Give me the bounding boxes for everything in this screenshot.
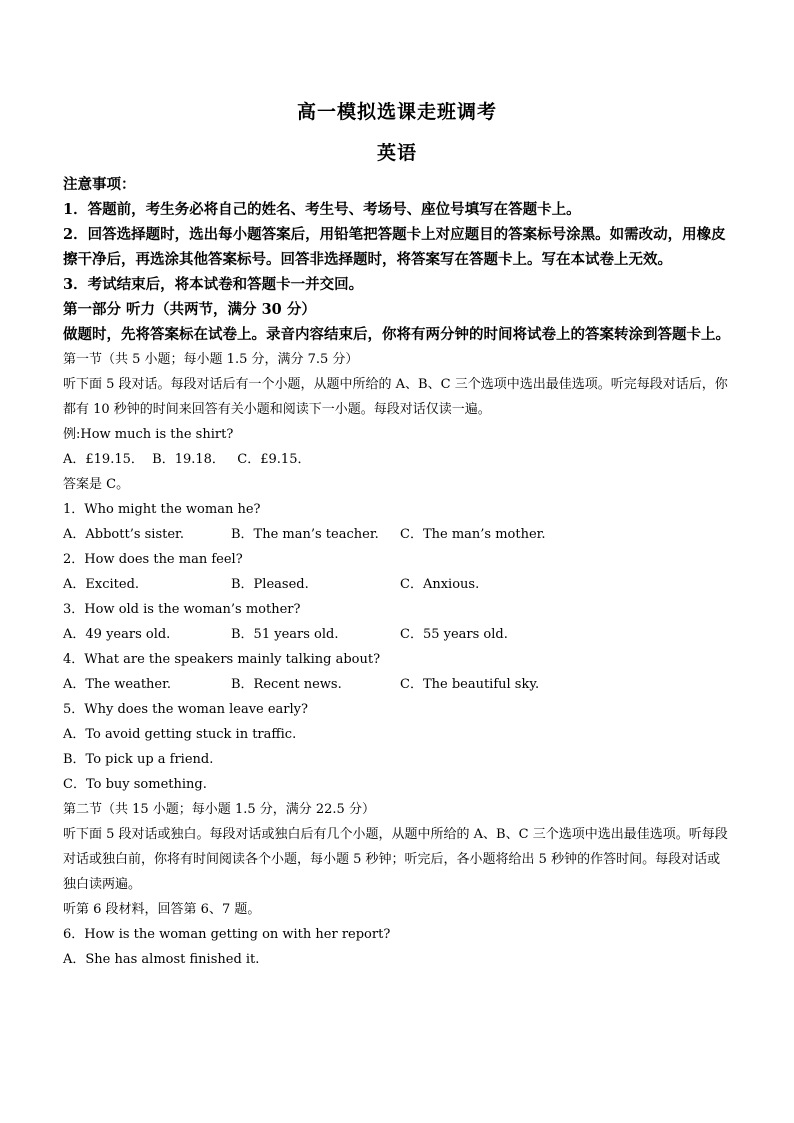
question-4: 4．What are the speakers mainly talking about?	[63, 652, 381, 667]
option-a: A．Excited.	[63, 577, 140, 592]
exam-title: 高一模拟选课走班调考	[296, 101, 497, 123]
option-b: B．Recent news.	[231, 677, 342, 692]
option-b: B．51 years old.	[231, 627, 339, 642]
option-c: C．To buy something.	[63, 777, 207, 792]
exam-subject: 英语	[376, 142, 417, 164]
option-a: A．Abbott’s sister.	[63, 527, 184, 542]
example-question: 例:How much is the shirt?	[63, 427, 234, 442]
question-3-options	[63, 622, 733, 647]
section1-heading: 第一节（共 5 小题；每小题 1.5 分，满分 7.5 分）	[63, 352, 359, 367]
option-a: A．She has almost finished it.	[63, 952, 260, 967]
section1-instruction: 听下面 5 段对话。每段对话后有一个小题，从题中所给的 A、B、C 三个选项中选出最佳选项。听完每段对话后，你都有 10 秒钟的时间来回答有关小题和阅读下一小题。每段对话仅读一遍。	[63, 377, 728, 417]
option-c: C．The man’s mother.	[400, 527, 546, 542]
question-1-options	[63, 522, 733, 547]
question-1: 1．Who might the woman he?	[63, 502, 261, 517]
option-a: A．The weather.	[63, 677, 172, 692]
notice-item: 3．考试结束后，将本试卷和答题卡一并交回。	[63, 276, 364, 293]
question-2-options	[63, 572, 733, 597]
part1-instruction: 做题时，先将答案标在试卷上。录音内容结束后，你将有两分钟的时间将试卷上的答案转涂到答题卡上。	[63, 326, 730, 343]
option-b: B．To pick up a friend.	[63, 752, 214, 767]
notice-heading: 注意事项：	[63, 176, 136, 193]
example-answer: 答案是 C。	[63, 477, 130, 492]
notice-item: 1．答题前，考生务必将自己的姓名、考生号、考场号、座位号填写在答题卡上。	[63, 201, 581, 218]
option-c: C．55 years old.	[400, 627, 508, 642]
option-b: B．The man’s teacher.	[231, 527, 379, 542]
section2-instruction: 听下面 5 段对话或独白。每段对话或独白后有几个小题，从题中所给的 A、B、C 三个选项中选出最佳选项。听每段对话或独白前，你将有时间阅读各个小题，每小题 5 秒钟；听完后，各小题将给出 5 秒钟的作答时间。每段对话或独白读两遍。	[63, 827, 728, 892]
material-note: 听第 6 段材料，回答第 6、7 题。	[63, 902, 261, 917]
question-5: 5．Why does the woman leave early?	[63, 702, 308, 717]
question-6: 6．How is the woman getting on with her report?	[63, 927, 391, 942]
option-a: A．49 years old.	[63, 627, 171, 642]
option-c: C．Anxious.	[400, 577, 480, 592]
option-a: A．To avoid getting stuck in traffic.	[63, 727, 297, 742]
section2-heading: 第二节（共 15 小题；每小题 1.5 分，满分 22.5 分）	[63, 802, 375, 817]
option-c: C．The beautiful sky.	[400, 677, 540, 692]
example-options: A．£19.15． B．19.18． C．£9.15．	[63, 452, 311, 467]
exam-content	[63, 172, 733, 972]
question-4-options	[63, 672, 733, 697]
option-b: B．Pleased.	[231, 577, 309, 592]
question-2: 2．How does the man feel?	[63, 552, 243, 567]
question-3: 3．How old is the woman’s mother?	[63, 602, 301, 617]
part1-heading: 第一部分 听力（共两节，满分 30 分）	[63, 301, 316, 318]
notice-item: 2．回答选择题时，选出每小题答案后，用铅笔把答题卡上对应题目的答案标号涂黑。如需改动，用橡皮擦干净后，再选涂其他答案标号。回答非选择题时，将答案写在答题卡上。写在本试卷上无效。	[63, 226, 726, 268]
